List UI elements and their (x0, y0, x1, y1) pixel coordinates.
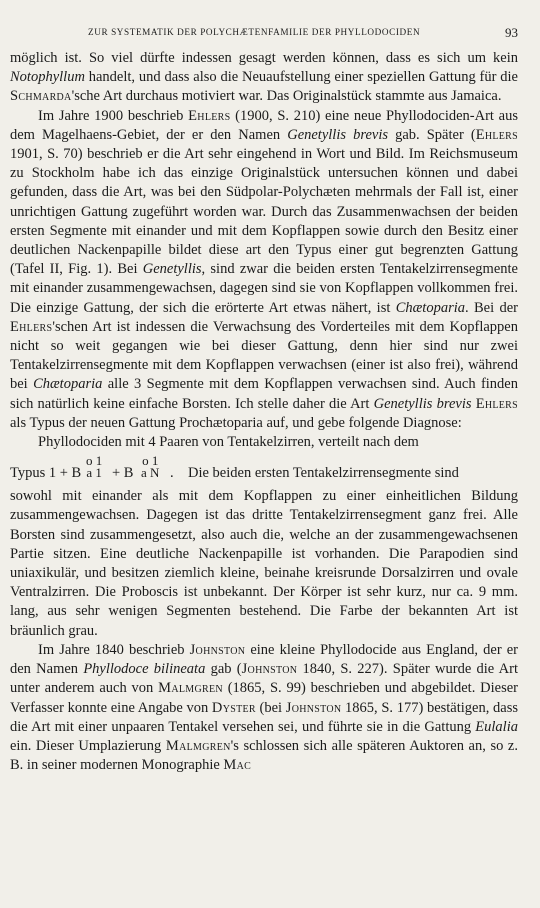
text-run: ein. Dieser Umplazierung (10, 737, 166, 754)
taxon-name: Genetyllis (142, 261, 202, 278)
running-header (10, 27, 518, 41)
text-run: Im Jahre 1840 beschrieb (38, 641, 190, 658)
author-name: Mac (223, 757, 252, 774)
diagnosis-formula (10, 455, 518, 485)
author-name: Malmgren (158, 680, 223, 697)
author-name: Ehlers (188, 107, 231, 124)
text-run: (bei (255, 699, 286, 716)
taxon-name: Genetyllis brevis (373, 395, 472, 412)
text-run: Im Jahre 1900 beschrieb (38, 107, 189, 124)
paragraph-4 (10, 487, 518, 641)
text-run: Phyllodociden mit 4 Paaren von Tentakelzirren, verteilt nach dem (38, 434, 419, 451)
running-title: ZUR SYSTEMATIK DER POLYCHÆTENFAMILIE DER PHYLLODOCIDEN (88, 27, 421, 37)
text-run: sowohl mit einander als mit dem Kopflappen zu einer einheitlichen Bildung zusammengewachsen. Dagegen ist das dritte Tentakelzirrensegment ganz frei. Alle Borsten sind zusammengesetzt, also auch die, welche an der zusammengewachsenen Partie sitzen. Eine deutliche Nackenpapille ist vorhanden. Die Parapodien sind uniaxikulär, und besitzen ziemlich kleine, beinahe kreisrunde Dorsalzirren und ovale Ventralzirren. Die Proboscis ist unbekannt. Der Körper ist sehr kurz, nur ca. 9 mm. lang, aus sehr wenigen Segmenten bestehend. Die Farbe der bekannten Art ist bräunlich grau. (10, 488, 518, 639)
taxon-name: Chætoparia (395, 299, 466, 316)
text-run: 1901, S. 70) beschrieb er die Art sehr eingehend in Wort und Bild. Im Reichsmuseum zu Stockholm habe ich das einzige Originalstück untersuchen können und dabei gefunden, dass die Art, was bei den Südpolar-Polychæten mehrmals der Fall ist, einer unrichtigen Gattung zugeführt worden war. Durch das Zusammenwachsen der beiden ersten Segmente mit einander und mit dem Kopflappen sowie durch den Besitz einer deutlichen Nackenpapille bildet diese art den Typus einer gut begrenzten Gattung (Tafel II, Fig. 1). Bei (10, 146, 518, 278)
text-run: möglich ist. So viel dürfte indessen gesagt werden können, dass es sich um kein (10, 50, 518, 66)
author-name: Dyster (211, 699, 256, 716)
taxon-name: Phyllodoce bilineata (83, 661, 206, 678)
author-name: Ehlers (10, 318, 53, 335)
text-run: . Bei der (465, 299, 518, 316)
author-name: Schmarda (10, 88, 72, 105)
taxon-name: Eulalia (475, 718, 518, 735)
paragraph-2 (10, 107, 518, 433)
text-run: gab. Später ( (388, 126, 476, 143)
text-run: 's schlossen sich alle späteren Auktoren an, so z. B. in seiner modernen Monographie (10, 737, 518, 774)
text-run: 1840, S. 227). Später wurde die Art unter anderem auch von (10, 661, 519, 697)
fraction-denominator: a 1 (86, 465, 102, 481)
text-run: als Typus der neuen Gattung (10, 414, 180, 431)
formula-tail-text: Die beiden ersten Tentakelzirrensegmente sind (188, 465, 459, 482)
text-run: gab ( (205, 661, 242, 678)
author-name: Malmgren (165, 737, 231, 754)
paragraph-5 (10, 641, 518, 775)
formula-lead: Typus 1 + B (10, 465, 82, 482)
new-genus-name: Prochætoparia (179, 414, 263, 431)
author-name: Ehlers (475, 395, 519, 412)
formula-fraction-1 (86, 455, 102, 479)
text-run: 'schen Art ist indessen die Verwachsung des Vorderteiles mit dem Kopflappen nicht so weit gegangen wie bei dieser Gattung, denn hier sind nur zwei Tentakelzirrensegmente mit dem Kopflappen verwachsen (einer ist also frei), während bei (10, 318, 518, 393)
formula-mid: + B (112, 465, 134, 482)
text-run: , sind zwar die beiden ersten Tentakelzirrensegmente mit einander zusammengewachsen, dagegen sind sie von Kopflappen vollkommen frei. Die einzige Gattung, der sich die erörterte Art etwas nähert, ist (10, 261, 518, 316)
text-run: auf, und gebe folgende Diagnose: (262, 414, 462, 431)
fraction-numerator: o 1 (142, 453, 159, 469)
text-run: (1865, S. 99) beschrieben und abgebildet. Dieser Verfasser konnte eine Angabe von (10, 680, 518, 716)
taxon-name: Genetyllis brevis (287, 126, 388, 143)
text-run: alle 3 Segmente mit dem Kopflappen verwachsen sind. Auch finden sich natürlich keine einfache Borsten. Ich stelle daher die Art (10, 376, 518, 412)
author-name: Johnston (285, 699, 342, 716)
fraction-numerator: o 1 (86, 453, 103, 469)
text-run: (1900, S. 210) eine neue Phyllodociden-Art aus dem Magelhaens-Gebiet, der er den Namen (10, 107, 518, 143)
body-text (10, 49, 518, 775)
paragraph-3 (10, 433, 518, 452)
author-name: Ehlers (475, 126, 519, 143)
fraction-denominator: a N (141, 465, 160, 481)
formula-fraction-2 (141, 455, 159, 479)
author-name: Johnston (241, 661, 298, 678)
text-run: handelt, und dass also die Neuaufstellung einer speziellen Gattung für die (84, 69, 518, 86)
formula-dot: . (170, 465, 174, 482)
taxon-name: Notophyllum (10, 69, 85, 86)
text-run: 1865, S. 177) bestätigen, dass die Art mit einer unpaaren Tentakel versehen sei, und führte sie in die Gattung (10, 699, 518, 735)
text-run: 'sche Art durchaus motiviert war. Das Originalstück stammte aus Jamaica. (71, 88, 502, 105)
taxon-name: Chætoparia (33, 376, 103, 393)
text-run: eine kleine Phyllodocide aus England, der er den Namen (10, 641, 519, 678)
paragraph-1 (10, 49, 518, 107)
author-name: Johnston (189, 641, 246, 658)
page-number: 93 (505, 25, 518, 40)
